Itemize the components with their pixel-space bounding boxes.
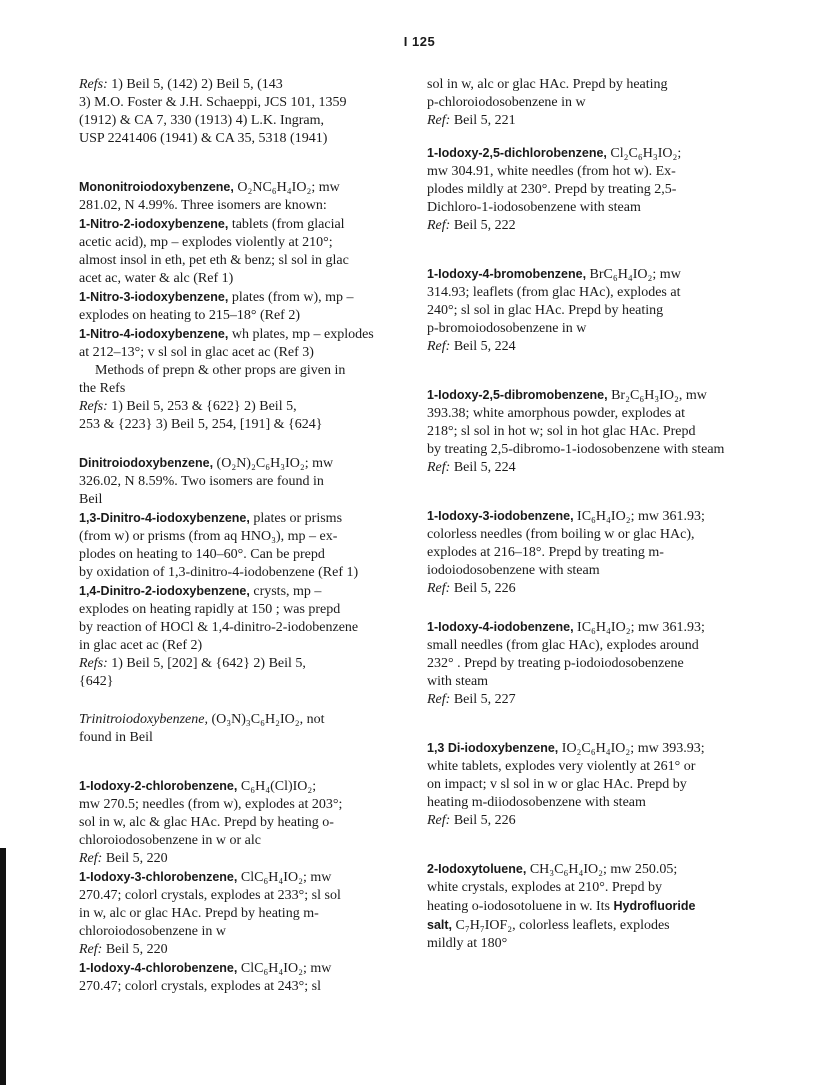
line-text: p-bromoiodosobenzene in w: [427, 321, 587, 336]
entry: [79, 454, 405, 691]
line-text: (O₃N)₃C₆H₂IO₂, not: [207, 712, 325, 727]
line-text: O₂NC₆H₄IO₂; mw: [233, 180, 340, 195]
refs-label: Refs:: [79, 77, 108, 92]
entry-gap: [427, 356, 765, 386]
text-line: [427, 739, 765, 758]
line-text: explodes at 216–18°. Prepd by treating m-: [427, 545, 664, 560]
refs-label: Ref:: [427, 813, 451, 828]
line-text: wh plates, mp – explodes: [228, 327, 374, 342]
text-line: [427, 163, 765, 181]
entry: [427, 739, 765, 830]
line-text: p-chloroiodosobenzene in w: [427, 95, 586, 110]
entry: [427, 618, 765, 709]
line-text: heating o-iodosotoluene in w. Its: [427, 899, 614, 914]
right-column: [427, 76, 765, 953]
text-line: [427, 776, 765, 794]
text-line: [79, 509, 405, 528]
text-line: [79, 923, 405, 941]
text-line: [79, 564, 405, 582]
line-text: at 212–13°; v sl sol in glac acet ac (Ref 3): [79, 345, 314, 360]
line-text: 393.38; white amorphous powder, explodes at: [427, 406, 686, 421]
text-line: [79, 325, 405, 344]
entry: [427, 386, 765, 477]
line-text: Beil 5, 220: [102, 851, 168, 866]
line-text: 240°; sl sol in glac HAc. Prepd by heating: [427, 303, 664, 318]
text-line: [427, 758, 765, 776]
text-line: [427, 673, 765, 691]
text-line: [427, 112, 765, 130]
text-line: [79, 777, 405, 796]
entry: [79, 777, 405, 996]
text-line: [427, 320, 765, 338]
line-text: 270.47; colorl crystals, explodes at 233°; sl sol: [79, 888, 341, 903]
line-text: Methods of prepn & other props are given in: [95, 363, 346, 378]
refs-label: Ref:: [427, 339, 451, 354]
line-text: ClC₆H₄IO₂; mw: [237, 870, 332, 885]
text-line: [79, 112, 405, 130]
line-text: found in Beil: [79, 730, 153, 745]
line-text: white tablets, explodes very violently at 261° or: [427, 759, 696, 774]
entry-gap: [79, 691, 405, 711]
text-line: [427, 812, 765, 830]
text-line: [427, 199, 765, 217]
line-text: C₆H₄(Cl)IO₂;: [237, 779, 317, 794]
compound-name: 1-Iodoxy-3-chlorobenzene,: [79, 870, 238, 884]
text-line: [79, 380, 405, 398]
text-line: [79, 416, 405, 434]
text-line: [427, 423, 765, 441]
text-line: [427, 544, 765, 562]
text-line: [79, 197, 405, 215]
line-text: small needles (from glac HAc), explodes around: [427, 638, 699, 653]
binding-edge-mark: [0, 848, 6, 1085]
text-line: [427, 76, 765, 94]
text-line: [79, 796, 405, 814]
entry-gap: [427, 130, 765, 144]
refs-label: Ref:: [79, 851, 103, 866]
text-line: [427, 405, 765, 423]
entry-gap: [427, 830, 765, 860]
line-text: ClC₆H₄IO₂; mw: [237, 961, 332, 976]
compound-name: 1-Iodoxy-2,5-dichlorobenzene,: [427, 146, 607, 160]
text-line: [79, 473, 405, 491]
compound-name: 1,3-Dinitro-4-iodoxybenzene,: [79, 511, 250, 525]
line-text: iodoiodosobenzene with steam: [427, 563, 600, 578]
text-line: [79, 528, 405, 546]
compound-name: salt,: [427, 918, 453, 932]
text-line: [79, 601, 405, 619]
line-text: {642}: [79, 674, 114, 689]
compound-name: 1,4-Dinitro-2-iodoxybenzene,: [79, 584, 250, 598]
line-text: 3) M.O. Foster & J.H. Schaeppi, JCS 101, 1359: [79, 95, 347, 110]
line-text: 232° . Prepd by treating p-iodoiodosobenzene: [427, 656, 684, 671]
compound-name: 1-Nitro-2-iodoxybenzene,: [79, 217, 229, 231]
line-text: BrC₆H₄IO₂; mw: [586, 267, 681, 282]
compound-name: 2-Iodoxytoluene,: [427, 862, 527, 876]
entry-gap: [79, 148, 405, 178]
refs-label: Ref:: [427, 460, 451, 475]
text-line: [79, 344, 405, 362]
refs-label: Ref:: [427, 692, 451, 707]
line-text: explodes on heating to 215–18° (Ref 2): [79, 308, 300, 323]
line-text: tablets (from glacial: [228, 217, 345, 232]
text-line: [79, 76, 405, 94]
line-text: crysts, mp –: [249, 584, 322, 599]
entry-gap: [427, 598, 765, 618]
line-text: plodes on heating to 140–60°. Can be prepd: [79, 547, 325, 562]
compound-name: Trinitroiodoxybenzene,: [79, 712, 208, 727]
line-text: Beil 5, 226: [450, 581, 516, 596]
compound-name: 1-Nitro-3-iodoxybenzene,: [79, 290, 229, 304]
text-line: [427, 507, 765, 526]
entry-gap: [427, 709, 765, 739]
text-line: [427, 691, 765, 709]
text-line: [79, 491, 405, 509]
entry: [79, 711, 405, 747]
line-text: 326.02, N 8.59%. Two isomers are found in: [79, 474, 324, 489]
text-line: [79, 94, 405, 112]
text-line: [427, 386, 765, 405]
compound-name: 1-Iodoxy-3-iodobenzene,: [427, 509, 574, 523]
line-text: Beil 5, 220: [102, 942, 168, 957]
entry: [427, 860, 765, 953]
text-line: [79, 959, 405, 978]
line-text: 314.93; leaflets (from glac HAc), explodes at: [427, 285, 681, 300]
line-text: acetic acid), mp – explodes violently at 210°;: [79, 235, 333, 250]
line-text: sol in w, alc or glac HAc. Prepd by heating: [427, 77, 668, 92]
refs-label: Refs:: [79, 399, 108, 414]
line-text: almost insol in eth, pet eth & benz; sl sol in glac: [79, 253, 349, 268]
text-line: [427, 637, 765, 655]
text-line: [79, 850, 405, 868]
text-line: [79, 288, 405, 307]
line-text: acet ac, water & alc (Ref 1): [79, 271, 234, 286]
line-text: Beil 5, 224: [450, 339, 516, 354]
line-text: plates (from w), mp –: [228, 290, 354, 305]
text-line: [427, 562, 765, 580]
line-text: 270.47; colorl crystals, explodes at 243°; sl: [79, 979, 322, 994]
compound-name: 1-Iodoxy-2-chlorobenzene,: [79, 779, 238, 793]
text-line: [427, 897, 765, 916]
line-text: Beil 5, 224: [450, 460, 516, 475]
entry-gap: [79, 434, 405, 454]
compound-name: 1-Iodoxy-4-bromobenzene,: [427, 267, 587, 281]
line-text: Beil 5, 221: [450, 113, 516, 128]
text-line: [79, 234, 405, 252]
entry: [427, 265, 765, 356]
line-text: Beil: [79, 492, 103, 507]
text-line: [79, 215, 405, 234]
refs-label: Ref:: [427, 581, 451, 596]
text-line: [427, 916, 765, 935]
text-line: [79, 270, 405, 288]
line-text: mw 304.91, white needles (from hot w). Ex-: [427, 164, 676, 179]
text-line: [79, 673, 405, 691]
entry-gap: [427, 477, 765, 507]
text-line: [79, 362, 405, 380]
text-line: [427, 526, 765, 544]
line-text: 1) Beil 5, (142) 2) Beil 5, (143: [107, 77, 283, 92]
line-text: chloroiodosobenzene in w: [79, 924, 226, 939]
text-line: [79, 905, 405, 923]
text-line: [79, 941, 405, 959]
text-line: [427, 217, 765, 235]
text-line: [79, 398, 405, 416]
compound-name: 1-Nitro-4-iodoxybenzene,: [79, 327, 229, 341]
text-line: [79, 637, 405, 655]
line-text: plodes mildly at 230°. Prepd by treating 2,5-: [427, 182, 677, 197]
text-line: [427, 794, 765, 812]
text-line: [79, 978, 405, 996]
compound-name: Dinitroiodoxybenzene,: [79, 456, 214, 470]
line-text: Br₂C₆H₃IO₂, mw: [607, 388, 707, 403]
text-line: [79, 868, 405, 887]
line-text: by reaction of HOCl & 1,4-dinitro-2-iodobenzene: [79, 620, 359, 635]
line-text: (from w) or prisms (from aq HNO₃), mp – ex-: [79, 529, 338, 544]
text-line: [79, 130, 405, 148]
line-text: (O₂N)₂C₆H₃IO₂; mw: [213, 456, 334, 471]
text-line: [79, 814, 405, 832]
line-text: mildly at 180°: [427, 936, 508, 951]
line-text: explodes on heating rapidly at 150 ; was prepd: [79, 602, 341, 617]
text-line: [79, 546, 405, 564]
line-text: white crystals, explodes at 210°. Prepd by: [427, 880, 662, 895]
text-line: [79, 307, 405, 325]
line-text: in w, alc or glac HAc. Prepd by heating m-: [79, 906, 319, 921]
left-column: [79, 76, 405, 996]
line-text: colorless needles (from boiling w or glac HAc),: [427, 527, 695, 542]
text-line: [427, 144, 765, 163]
compound-name: 1,3 Di-iodoxybenzene,: [427, 741, 559, 755]
line-text: Dichloro-1-iodosobenzene with steam: [427, 200, 641, 215]
line-text: heating m-diiodosobenzene with steam: [427, 795, 646, 810]
text-line: [427, 459, 765, 477]
entry-gap: [427, 235, 765, 265]
entry: [427, 144, 765, 235]
compound-name: 1-Iodoxy-4-chlorobenzene,: [79, 961, 238, 975]
refs-label: Ref:: [79, 942, 103, 957]
entry: [427, 507, 765, 598]
text-line: [79, 887, 405, 905]
text-line: [427, 580, 765, 598]
line-text: chloroiodosobenzene in w or alc: [79, 833, 261, 848]
compound-name: 1-Iodoxy-4-iodobenzene,: [427, 620, 574, 634]
text-line: [427, 655, 765, 673]
text-line: [79, 454, 405, 473]
text-line: [79, 252, 405, 270]
line-text: 218°; sl sol in hot w; sol in hot glac HAc. Prepd: [427, 424, 696, 439]
line-text: 1) Beil 5, 253 & {622} 2) Beil 5,: [107, 399, 297, 414]
text-line: [427, 441, 765, 459]
line-text: IC₆H₄IO₂; mw 361.93;: [573, 509, 705, 524]
page-number: I 125: [403, 34, 436, 49]
compound-name: 1-Iodoxy-2,5-dibromobenzene,: [427, 388, 608, 402]
text-line: [427, 618, 765, 637]
line-text: 1) Beil 5, [202] & {642} 2) Beil 5,: [107, 656, 306, 671]
line-text: IC₆H₄IO₂; mw 361.93;: [573, 620, 705, 635]
text-line: [79, 582, 405, 601]
line-text: Beil 5, 222: [450, 218, 516, 233]
text-line: [427, 265, 765, 284]
line-text: on impact; v sl sol in w or glac HAc. Prepd by: [427, 777, 687, 792]
text-line: [427, 935, 765, 953]
entry: [79, 76, 405, 148]
text-line: [427, 181, 765, 199]
line-text: (1912) & CA 7, 330 (1913) 4) L.K. Ingram,: [79, 113, 324, 128]
line-text: mw 270.5; needles (from w), explodes at 203°;: [79, 797, 343, 812]
entry-gap: [79, 747, 405, 777]
line-text: sol in w, alc & glac HAc. Prepd by heating o-: [79, 815, 334, 830]
text-line: [427, 94, 765, 112]
text-line: [79, 619, 405, 637]
text-line: [427, 860, 765, 879]
text-line: [79, 711, 405, 729]
line-text: Beil 5, 227: [450, 692, 516, 707]
entry: [79, 178, 405, 434]
line-text: C₇H₇IOF₂, colorless leaflets, explodes: [452, 918, 670, 933]
compound-name: Mononitroiodoxybenzene,: [79, 180, 234, 194]
refs-label: Refs:: [79, 656, 108, 671]
text-line: [79, 178, 405, 197]
text-line: [427, 302, 765, 320]
text-line: [79, 832, 405, 850]
entry: [427, 76, 765, 130]
line-text: plates or prisms: [249, 511, 343, 526]
line-text: by oxidation of 1,3-dinitro-4-iodobenzene (Ref 1): [79, 565, 359, 580]
line-text: 253 & {223} 3) Beil 5, 254, [191] & {624}: [79, 417, 323, 432]
line-text: Beil 5, 226: [450, 813, 516, 828]
line-text: in glac acet ac (Ref 2): [79, 638, 203, 653]
line-text: CH₃C₆H₄IO₂; mw 250.05;: [526, 862, 678, 877]
refs-label: Ref:: [427, 218, 451, 233]
line-text: 281.02, N 4.99%. Three isomers are known:: [79, 198, 327, 213]
line-text: USP 2241406 (1941) & CA 35, 5318 (1941): [79, 131, 328, 146]
text-line: [79, 729, 405, 747]
text-line: [79, 655, 405, 673]
text-line: [427, 338, 765, 356]
line-text: Cl₂C₆H₃IO₂;: [606, 146, 682, 161]
compound-name: Hydrofluoride: [613, 899, 696, 913]
line-text: IO₂C₆H₄IO₂; mw 393.93;: [558, 741, 705, 756]
line-text: with steam: [427, 674, 489, 689]
text-line: [427, 879, 765, 897]
refs-label: Ref:: [427, 113, 451, 128]
text-line: [427, 284, 765, 302]
line-text: the Refs: [79, 381, 126, 396]
line-text: by treating 2,5-dibromo-1-iodosobenzene with steam: [427, 442, 725, 457]
